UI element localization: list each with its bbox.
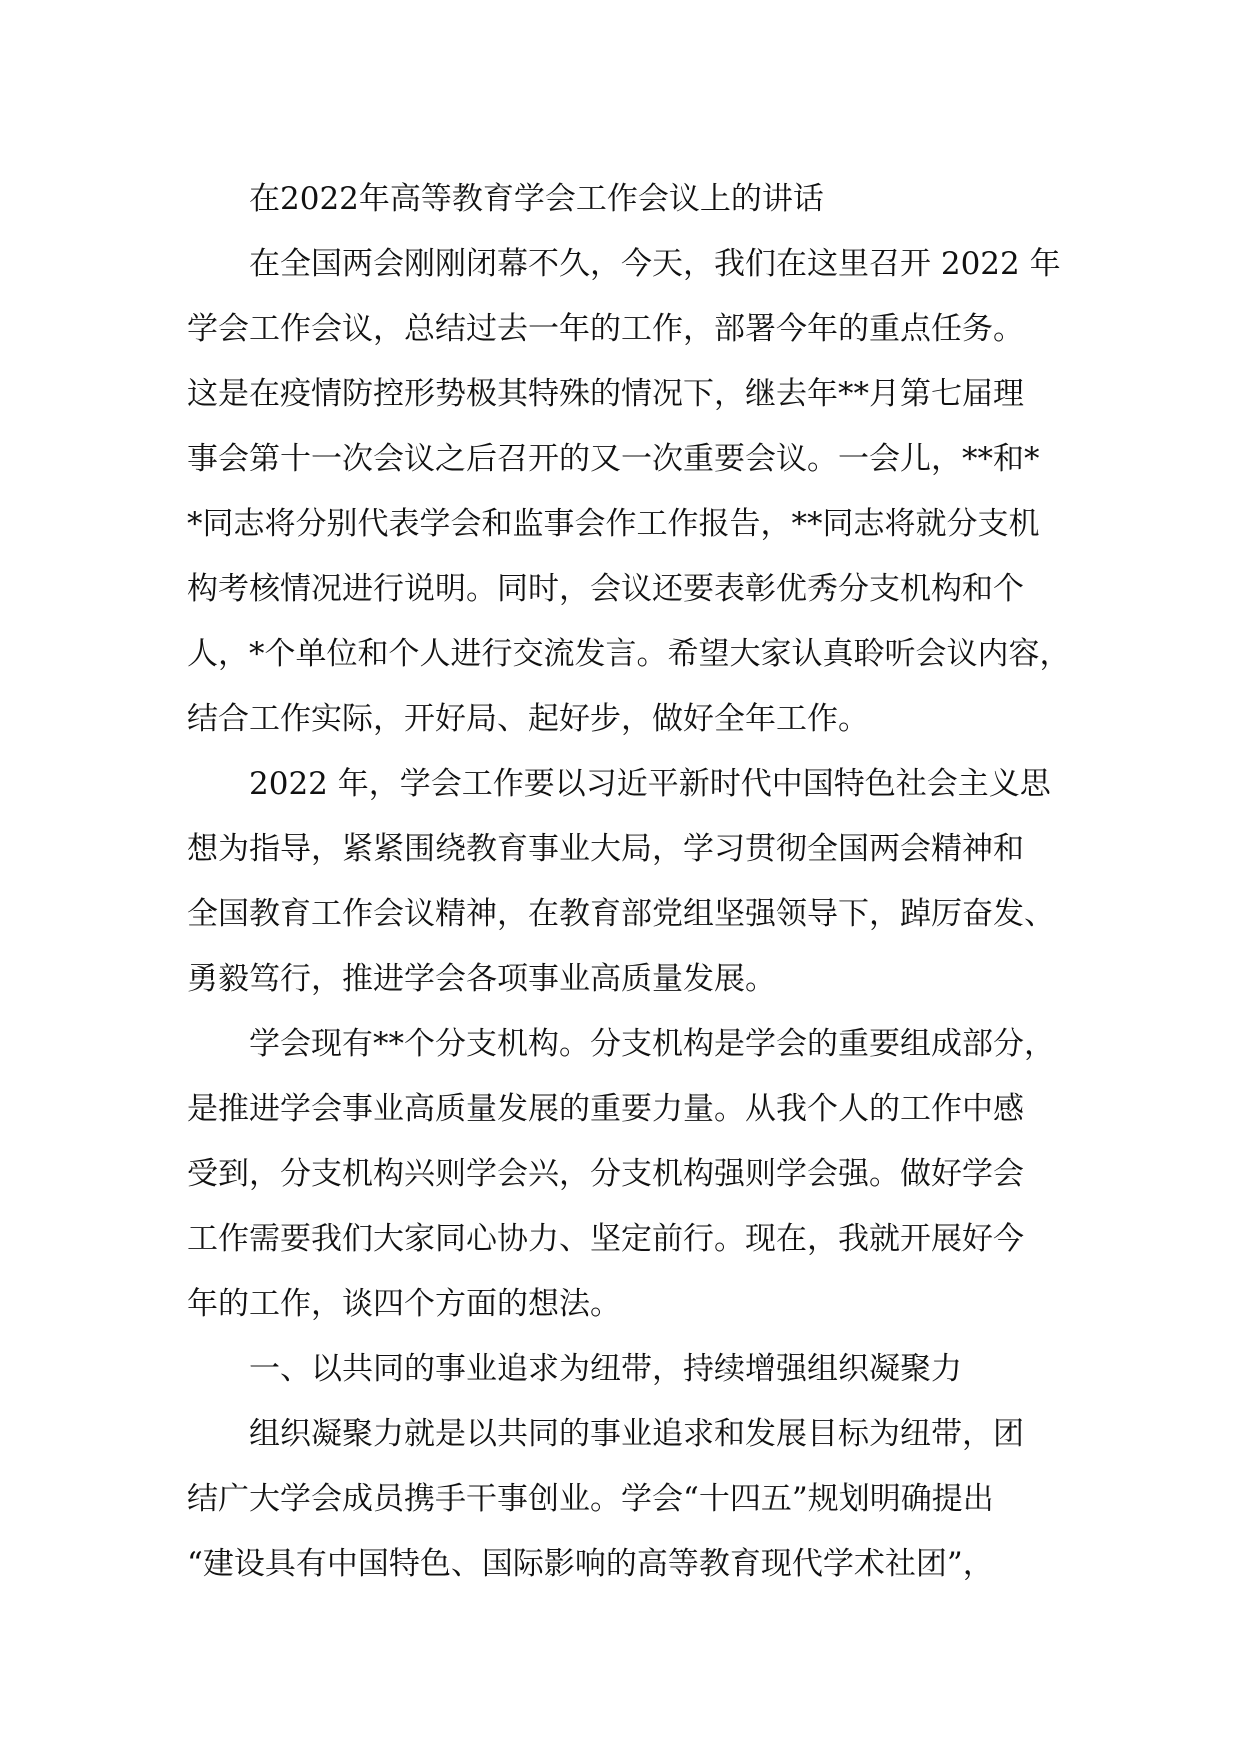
paragraph-1-line-8: 结合工作实际，开好局、起好步，做好全年工作。 bbox=[187, 701, 869, 737]
paragraph-1-line-7: 人，*个单位和个人进行交流发言。希望大家认真聆听会议内容， bbox=[187, 636, 1071, 672]
paragraph-3-line-2: 是推进学会事业高质量发展的重要力量。从我个人的工作中感 bbox=[187, 1091, 1024, 1127]
paragraph-3-line-5: 年的工作，谈四个方面的想法。 bbox=[187, 1286, 621, 1322]
section-heading-1: 一、以共同的事业追求为纽带，持续增强组织凝聚力 bbox=[249, 1351, 962, 1387]
paragraph-3-line-1: 学会现有**个分支机构。分支机构是学会的重要组成部分， bbox=[249, 1026, 1055, 1062]
document-body bbox=[187, 167, 1071, 1597]
paragraph-4-line-3: “建设具有中国特色、国际影响的高等教育现代学术社团”， bbox=[187, 1546, 994, 1582]
paragraph-2-line-2: 想为指导，紧紧围绕教育事业大局，学习贯彻全国两会精神和 bbox=[187, 831, 1024, 867]
document-title: 在2022年高等教育学会工作会议上的讲话 bbox=[249, 181, 824, 217]
paragraph-3-line-3: 受到，分支机构兴则学会兴，分支机构强则学会强。做好学会 bbox=[187, 1156, 1024, 1192]
paragraph-1-line-3: 这是在疫情防控形势极其特殊的情况下，继去年**月第七届理 bbox=[187, 376, 1024, 412]
paragraph-2-line-3: 全国教育工作会议精神，在教育部党组坚强领导下，踔厉奋发、 bbox=[187, 896, 1055, 932]
paragraph-1-line-5: *同志将分别代表学会和监事会作工作报告，**同志将就分支机 bbox=[187, 506, 1040, 542]
paragraph-1-line-6: 构考核情况进行说明。同时，会议还要表彰优秀分支机构和个 bbox=[187, 571, 1024, 607]
paragraph-1-line-4: 事会第十一次会议之后召开的又一次重要会议。一会儿，**和* bbox=[187, 441, 1040, 477]
paragraph-2-line-4: 勇毅笃行，推进学会各项事业高质量发展。 bbox=[187, 961, 776, 997]
paragraph-1-line-2: 学会工作会议，总结过去一年的工作，部署今年的重点任务。 bbox=[187, 311, 1024, 347]
paragraph-3-line-4: 工作需要我们大家同心协力、坚定前行。现在，我就开展好今 bbox=[187, 1221, 1024, 1257]
paragraph-4-line-2: 结广大学会成员携手干事创业。学会“十四五”规划明确提出 bbox=[187, 1481, 994, 1517]
paragraph-2-line-1: 2022 年，学会工作要以习近平新时代中国特色社会主义思 bbox=[249, 766, 1051, 802]
paragraph-4-line-1: 组织凝聚力就是以共同的事业追求和发展目标为纽带，团 bbox=[249, 1416, 1024, 1452]
paragraph-1-line-1: 在全国两会刚刚闭幕不久，今天，我们在这里召开 2022 年 bbox=[249, 246, 1061, 282]
